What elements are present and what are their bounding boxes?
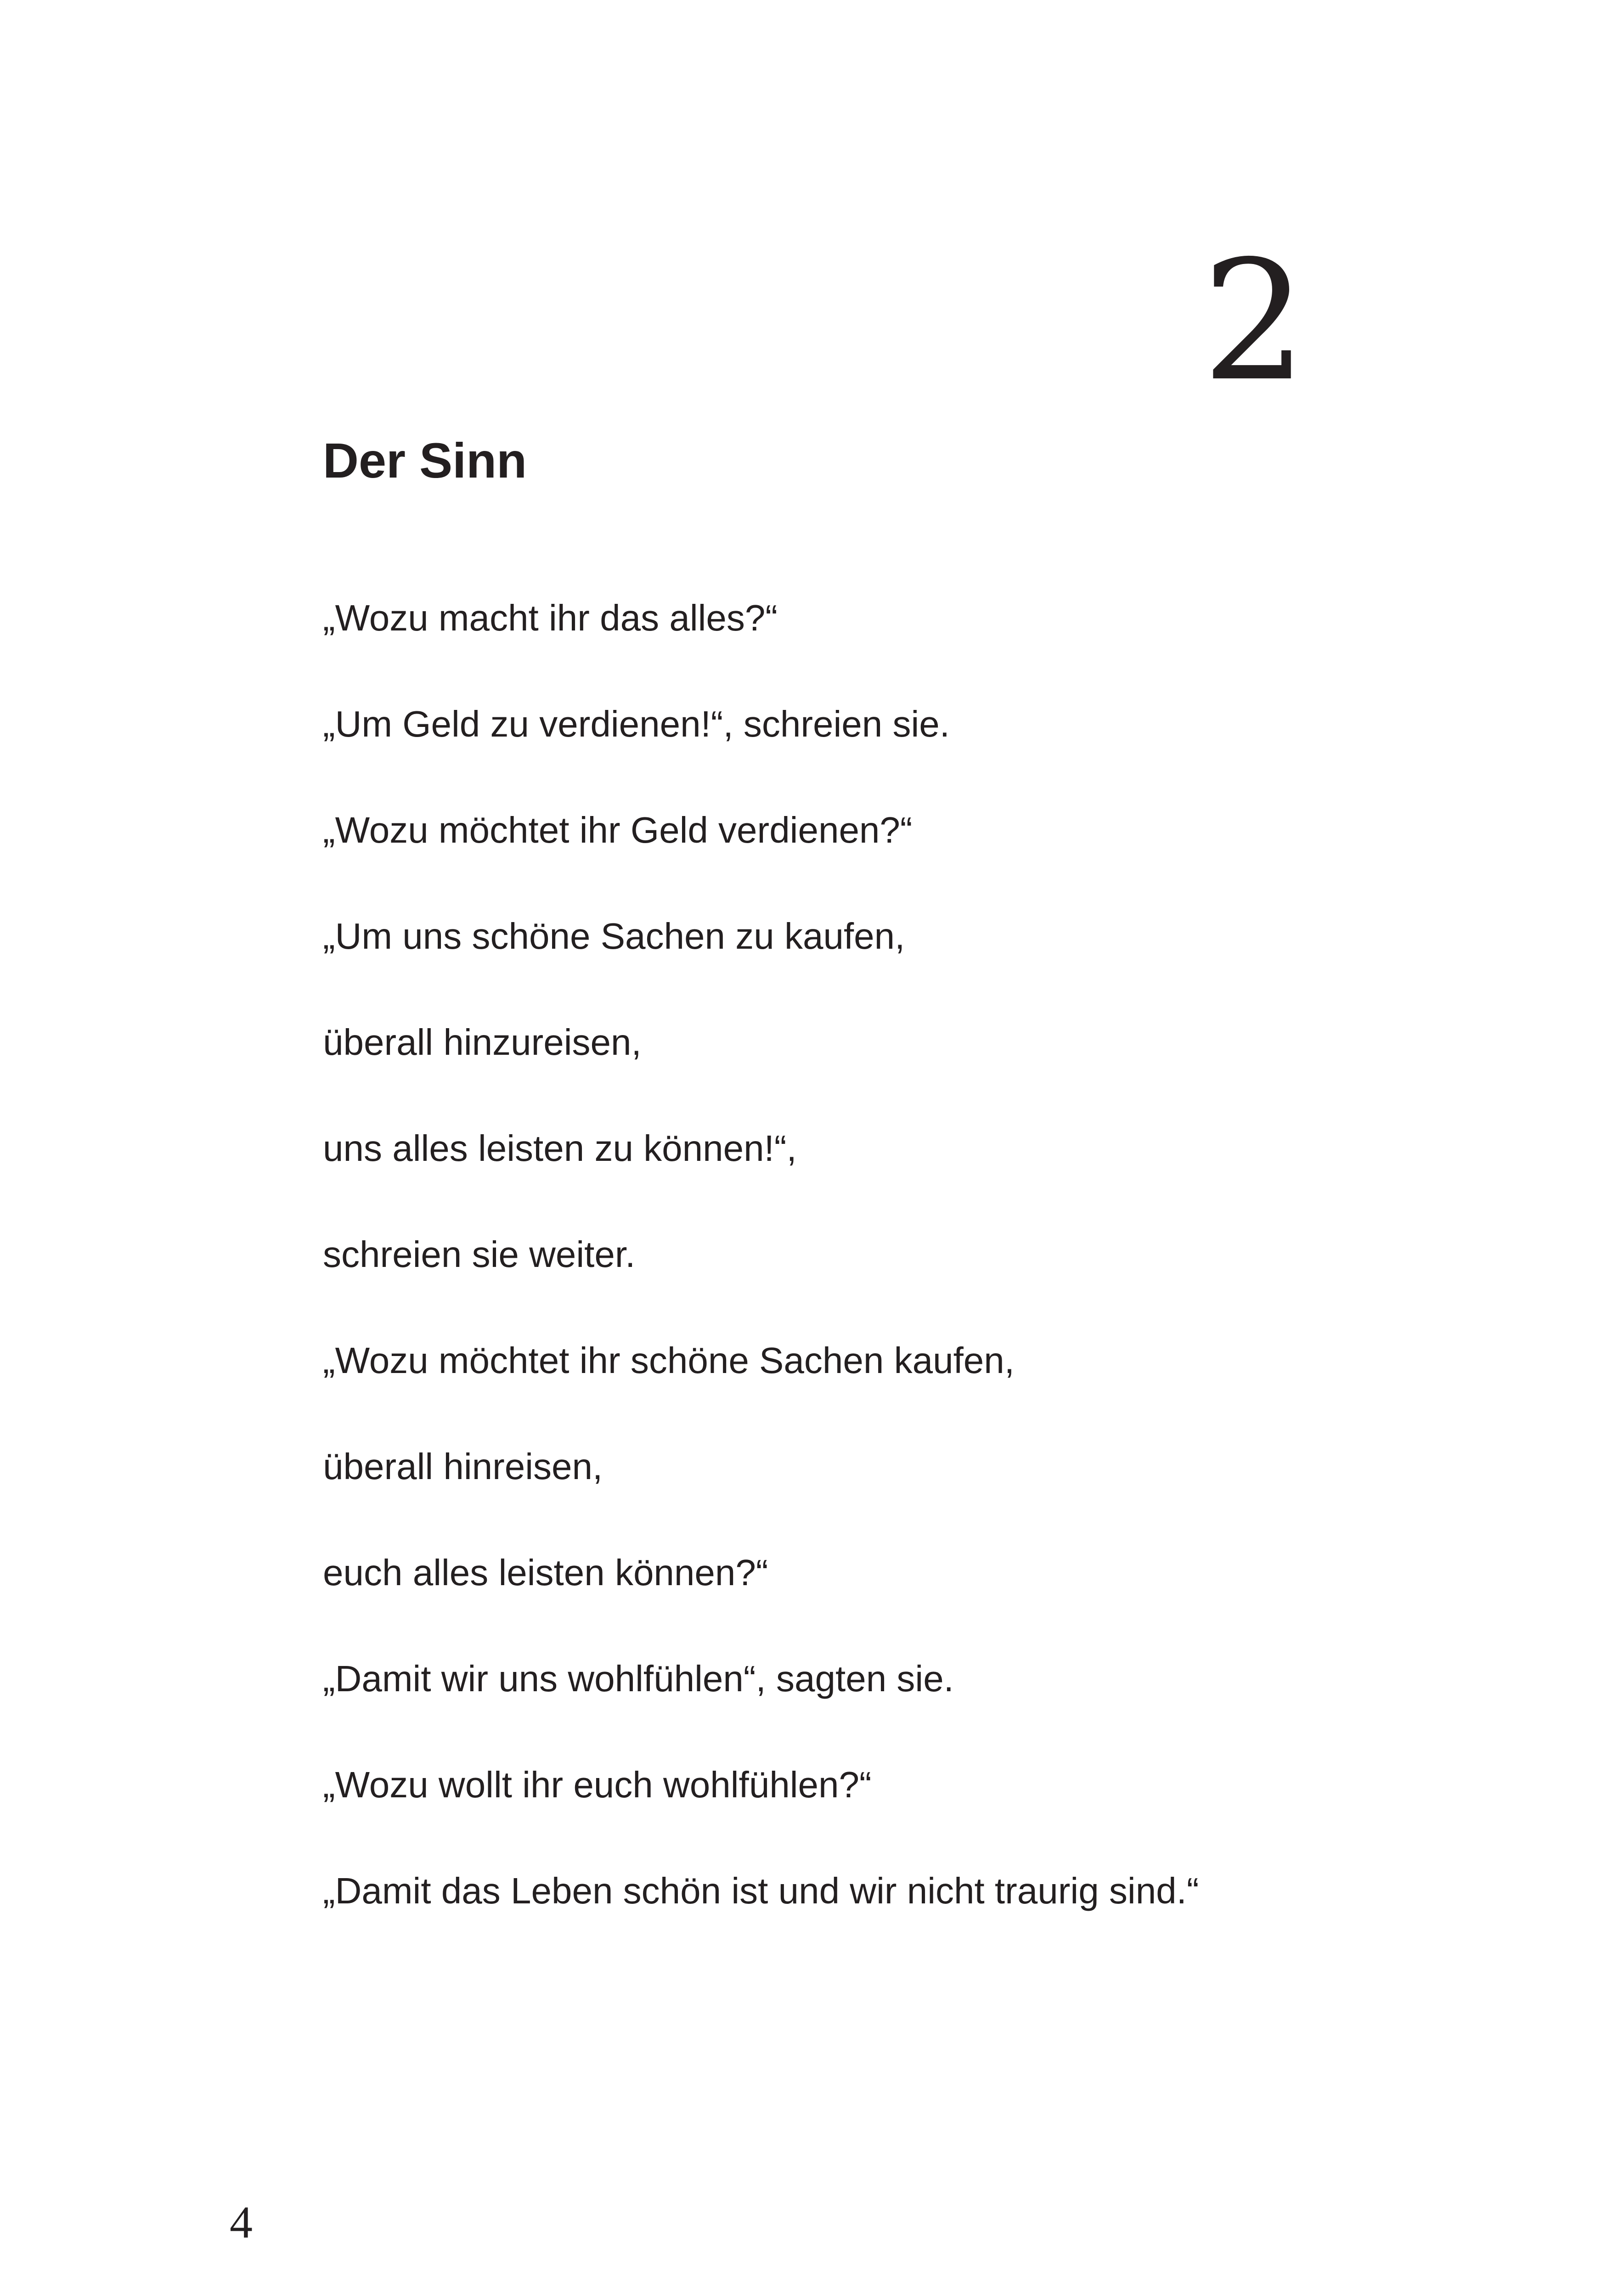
poem-line: euch alles leisten können?“ — [323, 1552, 768, 1593]
poem-line: überall hinzureisen, — [323, 1022, 642, 1063]
poem-line: „Um Geld zu verdienen!“, schreien sie. — [323, 703, 950, 744]
poem-line: „Wozu möchtet ihr schöne Sachen kaufen, — [323, 1340, 1015, 1381]
poem-line: „Damit wir uns wohlfühlen“, sagten sie. — [323, 1658, 954, 1699]
poem-line: „Wozu wollt ihr euch wohlfühlen?“ — [323, 1764, 872, 1805]
poem-line: schreien sie weiter. — [323, 1234, 636, 1275]
chapter-title: Der Sinn — [323, 433, 527, 488]
poem-line: uns alles leisten zu können!“, — [323, 1128, 797, 1169]
poem-line: „Wozu möchtet ihr Geld verdienen?“ — [323, 810, 913, 850]
page-number: 4 — [230, 2197, 253, 2248]
poem-line: „Um uns schöne Sachen zu kaufen, — [323, 916, 905, 957]
poem-line: „Damit das Leben schön ist und wir nicht traurig sind.“ — [323, 1870, 1199, 1911]
poem-line: überall hinreisen, — [323, 1446, 603, 1487]
poem-body — [323, 596, 1199, 1975]
poem-line: „Wozu macht ihr das alles?“ — [323, 597, 778, 638]
chapter-number: 2 — [1201, 225, 1307, 417]
